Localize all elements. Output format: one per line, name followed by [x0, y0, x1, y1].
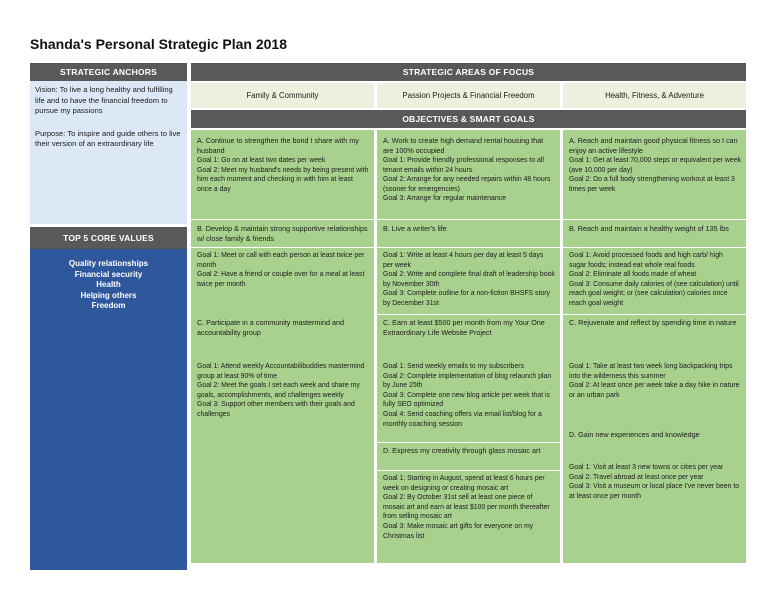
goal-item: Goal 2: At least once per week take a day hike in nature or an urban park [569, 382, 740, 399]
goal-item: Goal 1: Starting in August, spend at least 6 hours per week on designing or creating mosaic art [383, 475, 545, 492]
objectives-header: OBJECTIVES & SMART GOALS [191, 110, 746, 128]
goal-item: Goal 1: Avoid processed foods and high carb/ high sugar foods; instead eat whole real foods [569, 252, 723, 269]
objectives-column-health [563, 130, 746, 563]
objective-block [197, 251, 369, 289]
objectives-columns [191, 130, 746, 563]
objective-title: B. Develop & maintain strong supportive relationships w/ close family & friends [197, 224, 368, 243]
core-values-panel [30, 249, 187, 570]
core-value-item: Helping others [80, 290, 137, 300]
objective-title: D. Express my creativity through glass mosaic art [383, 446, 541, 455]
goal-item: Goal 3: Complete one new blog article per week that is fully SEO optimized [383, 391, 550, 409]
goal-item: Goal 2: Complete implementation of blog relaunch plan by June 25th [383, 372, 552, 390]
goal-item: Goal 2: Do a full body strengthening workout at least 3 times per week [569, 176, 735, 193]
goal-item: Goal 1: Write at least 4 hours per day at least 5 days per week [383, 252, 544, 269]
focus-areas-row [191, 83, 746, 108]
core-value-item: Quality relationships [68, 259, 149, 268]
goal-item: Goal 1: Visit at least 3 new towns or cities per year [569, 464, 724, 471]
goal-item: Goal 3: Arrange for regular maintenance [383, 195, 506, 203]
goal-item: Goal 1: Send weekly emails to my subscribers [383, 363, 524, 370]
divider [377, 470, 560, 471]
goal-item: Goal 2: Meet my husband's needs by being present with him each moment and checking in with him at least once a day [197, 166, 369, 193]
core-value-item: Health [96, 280, 121, 289]
objective-title: B. Reach and maintain a healthy weight of 135 lbs [569, 224, 729, 233]
objective-title: D. Gain new experiences and knowledge [569, 430, 700, 439]
left-column [30, 63, 187, 570]
objective-block [383, 318, 555, 338]
objective-title: A. Reach and maintain good physical fitness so I can enjoy an active lifestyle [569, 136, 738, 155]
goal-item: Goal 2: Eliminate all foods made of wheat [569, 271, 697, 279]
goal-item: Goal 2: Have a friend or couple over for a meal at least twice per month [197, 271, 365, 288]
page-title: Shanda's Personal Strategic Plan 2018 [30, 36, 287, 52]
goal-item: Goal 3: Make mosaic art gifts for everyone on my Christmas list [383, 522, 534, 540]
objective-block [569, 318, 741, 328]
strategic-anchors-panel [30, 81, 187, 224]
goal-item: Goal 2: By October 31st sell at least one piece of mosaic art and earn at least $100 per month thereafter from selling mosaic art [383, 494, 550, 521]
objective-block [383, 474, 555, 541]
goal-item: Goal 2: Meet the goals I set each week and share my goals, accomplishments, and challenges weekly [197, 382, 360, 399]
objective-block [383, 446, 555, 456]
goal-item: Goal 1: Take at least two week long backpacking trips into the wilderness this summer [569, 363, 733, 380]
goal-item: Goal 1: Go on at least two dates per week [197, 157, 326, 164]
divider [563, 314, 746, 315]
objective-block [569, 430, 741, 440]
goal-item: Goal 3: Support other members with their goals and challenges [197, 401, 355, 418]
objective-title: C. Participate in a community mastermind and accountability group [197, 318, 345, 337]
objective-title: C. Rejuvenate and reflect by spending time in nature [569, 318, 737, 327]
goal-item: Goal 3: Complete outline for a non-fiction BHSFS story by December 31st [383, 290, 550, 307]
strategic-anchors-header: STRATEGIC ANCHORS [30, 63, 187, 81]
objective-block [569, 136, 741, 194]
divider [563, 247, 746, 248]
divider [191, 219, 374, 220]
objective-title: C. Earn at least $500 per month from my Your One Extraordinary Life Website Project [383, 318, 545, 337]
objective-title: B. Live a writer's life [383, 224, 447, 233]
core-value-item: Financial security [74, 269, 143, 279]
objective-block [197, 362, 369, 420]
objectives-column-family [191, 130, 374, 563]
goal-item: Goal 1: Meet or call with each person at least twice per month [197, 252, 365, 269]
divider [377, 314, 560, 315]
core-value-item: Freedom [91, 301, 126, 310]
goal-item: Goal 2: Arrange for any needed repairs within 48 hours (sooner for emergencies) [383, 176, 551, 193]
vision-statement: Vision: To live a long healthy and fulfilling life and to have the financial freedom to pursue my passions [35, 85, 173, 115]
goal-item: Goal 4: Send coaching offers via email list/blog for a monthly coaching session [383, 410, 542, 428]
objectives-column-passion [377, 130, 560, 563]
objective-title: A. Work to create high demand rental housing that are 100% occupied [383, 136, 544, 155]
objective-block [197, 136, 369, 194]
goal-item: Goal 2: Write and complete final draft of leadership book by November 30th [383, 271, 555, 288]
objective-block [383, 362, 555, 429]
objective-block [569, 251, 741, 309]
objective-block [383, 251, 555, 309]
focus-area [191, 63, 746, 563]
focus-area-family: Family & Community [191, 83, 374, 108]
purpose-statement: Purpose: To inspire and guide others to live their version of an extraordinary life [35, 128, 181, 148]
goal-item: Goal 1: Attend weekly Accountabilibuddies mastermind group at least 90% of time [197, 363, 365, 380]
objective-block [569, 224, 741, 234]
divider [377, 219, 560, 220]
objective-block [197, 318, 369, 338]
core-values-header: TOP 5 CORE VALUES [30, 227, 187, 249]
objective-block [383, 224, 555, 234]
divider [191, 247, 374, 248]
divider [563, 219, 746, 220]
objective-block [197, 224, 369, 244]
goal-item: Goal 1: Provide friendly professional responses to all tenant emails within 24 hours [383, 157, 544, 174]
objective-block [569, 362, 741, 400]
divider [377, 247, 560, 248]
strategic-focus-header: STRATEGIC AREAS OF FOCUS [191, 63, 746, 81]
goal-item: Goal 3: Visit a museum or local place I've never been to at least once per month [569, 483, 740, 500]
focus-area-passion: Passion Projects & Financial Freedom [377, 83, 560, 108]
goal-item: Goal 1: Get at least 70,000 steps or equivalent per week (ave 10,000 per day) [569, 157, 741, 174]
objective-block [383, 136, 555, 204]
focus-area-health: Health, Fitness, & Adventure [563, 83, 746, 108]
divider [377, 442, 560, 443]
goal-item: Goal 3: Consume daily calories of (see calculation) until reach goal weight; or (see calculation) calories once reach goal weight [569, 280, 739, 307]
goal-item: Goal 2: Travel abroad at least once per year [569, 473, 704, 481]
objective-title: A. Continue to strengthen the bond I share with my husband [197, 136, 359, 155]
objective-block [569, 463, 741, 501]
